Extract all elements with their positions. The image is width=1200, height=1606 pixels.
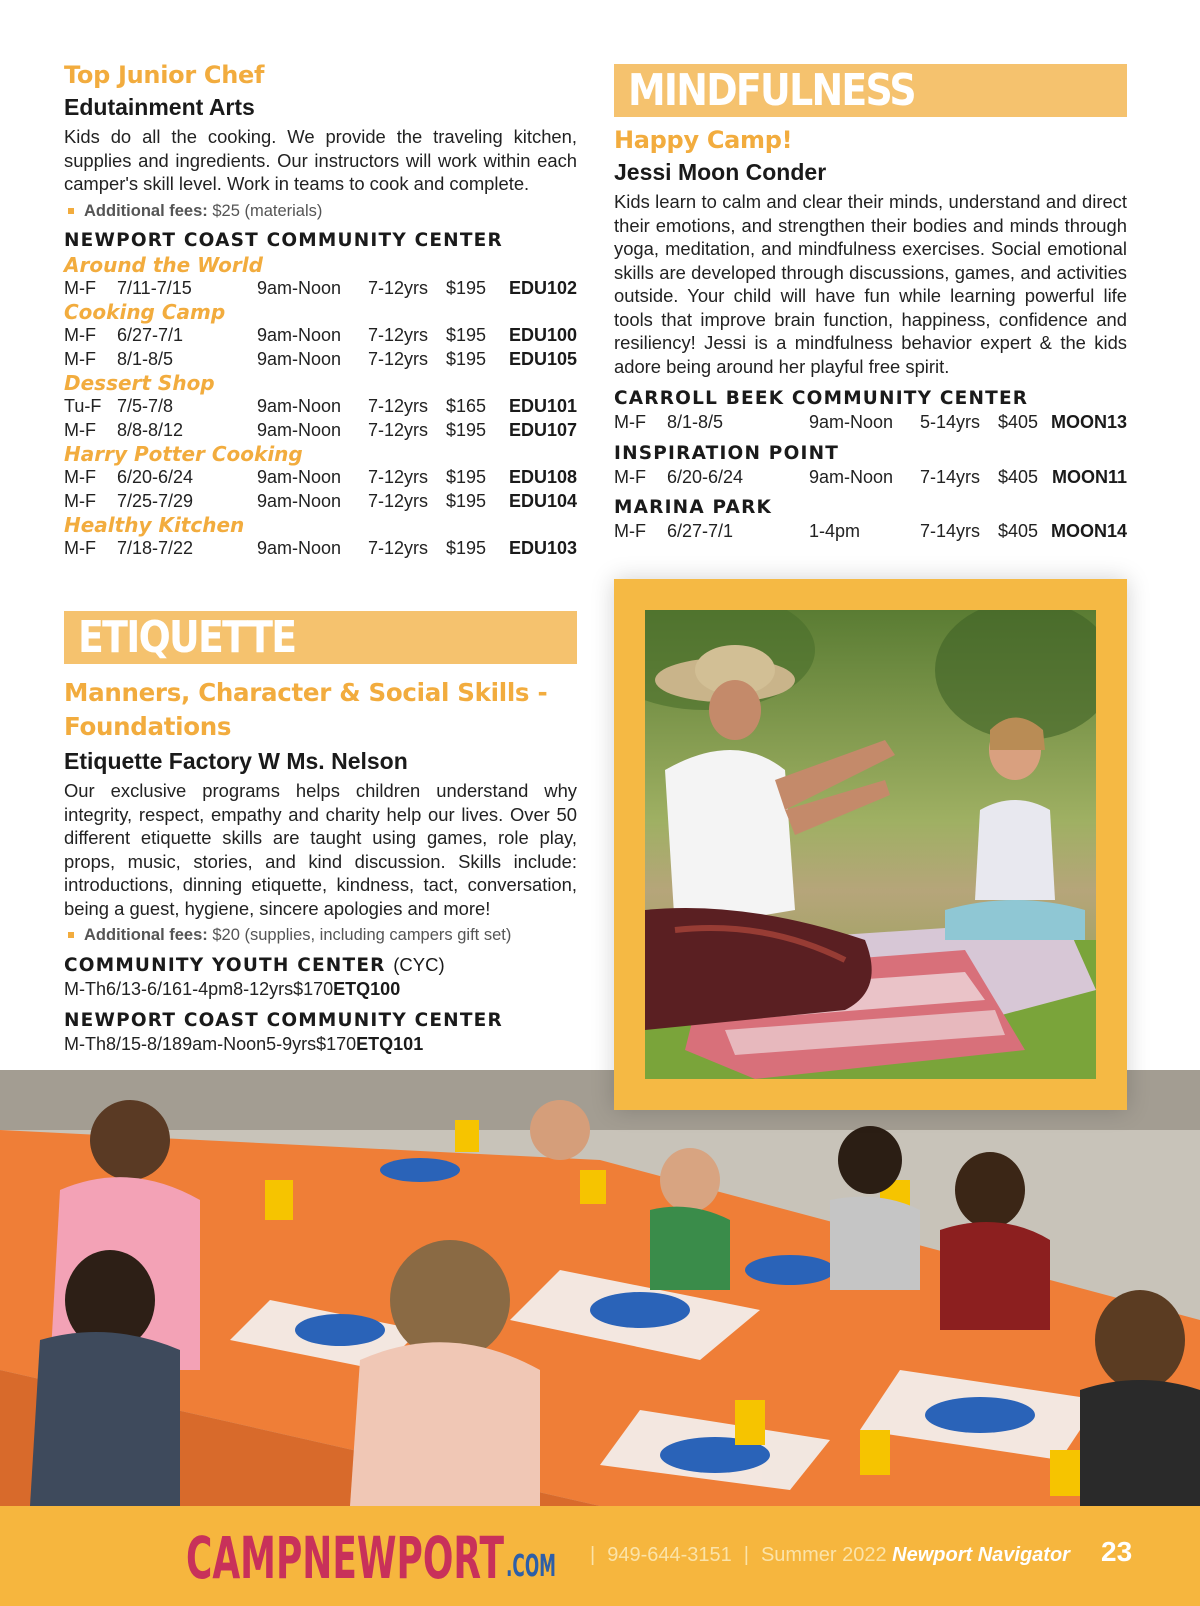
schedule-code: MOON14 [1050, 521, 1127, 541]
schedule-time: 9am-Noon [182, 1033, 267, 1054]
schedule-price: $170 [293, 979, 334, 999]
schedule-code: EDU107 [508, 419, 577, 440]
schedule-time: 9am-Noon [257, 348, 342, 369]
schedule-code: EDU102 [508, 277, 577, 298]
venue-name: CARROLL BEEK COMMUNITY CENTER [614, 388, 1029, 409]
schedule-price: $165 [446, 396, 487, 416]
schedule-code: EDU101 [508, 396, 577, 416]
schedule-row [64, 537, 577, 561]
schedule-price: $195 [446, 538, 487, 558]
schedule-price: $170 [316, 1033, 357, 1054]
venue-note: (CYC) [393, 954, 445, 975]
course-title: Top Junior Chef [64, 61, 265, 89]
schedule-code: EDU104 [508, 490, 577, 511]
schedule-dates: 6/13-6/16 [106, 979, 183, 999]
schedule-price: $195 [446, 348, 487, 369]
schedule-row [614, 520, 1127, 544]
bullet-icon [68, 208, 74, 214]
schedule-code: MOON13 [1050, 412, 1127, 432]
schedule-venues [64, 952, 577, 1056]
class-name: Around the World [64, 252, 263, 277]
schedule-ages: 7-12yrs [368, 396, 429, 416]
course-description: Kids learn to calm and clear their minds, understand and direct their emotions, and strengthen their bodies and minds through yoga, meditation, and mindfulness exercises. Social emotional skills are developed through discussions, games, and activities outside. Your child will have fun while learning powerful life tools that improve brain function, happiness, confidence and resiliency! Jessi is a mindfulness behavior expert & the kids adore being around her playful free spirit. [614, 191, 1127, 377]
logo-main-text: CAMPNEWPORT [186, 1526, 505, 1586]
section-banner [614, 64, 1127, 117]
venue-name [64, 1008, 577, 1033]
schedule-dates: 7/25-7/29 [117, 490, 194, 511]
section-banner-label: ETIQUETTE [78, 612, 296, 663]
fee-value: $20 (supplies, including campers gift set) [212, 926, 512, 944]
schedule-code: EDU105 [508, 348, 577, 369]
schedule-days: M-F [614, 466, 646, 487]
schedule-row [64, 419, 577, 443]
footer-info [578, 1544, 1070, 1567]
schedule-row [64, 277, 577, 301]
schedule-dates: 8/15-8/18 [106, 1033, 183, 1054]
schedule-row [64, 324, 577, 348]
venue-label: COMMUNITY YOUTH CENTER [64, 955, 386, 976]
venue-name [64, 952, 577, 978]
schedule-days: M-F [64, 419, 96, 440]
schedule-groups [64, 253, 577, 561]
schedule-price: $195 [446, 325, 487, 345]
provider-name: Edutainment Arts [64, 94, 255, 120]
footer-publication: Newport Navigator [892, 1544, 1070, 1566]
schedule-ages: 7-12yrs [368, 325, 429, 345]
photo-frame [614, 579, 1127, 1110]
schedule-time: 9am-Noon [257, 277, 342, 298]
schedule-time: 9am-Noon [809, 466, 894, 487]
schedule-time: 9am-Noon [257, 396, 342, 416]
schedule-days: M-F [64, 325, 96, 345]
provider-name: Etiquette Factory W Ms. Nelson [64, 748, 408, 774]
schedule-code: EDU103 [508, 538, 577, 558]
schedule-code: EDU108 [508, 467, 577, 487]
schedule-time: 9am-Noon [809, 412, 894, 432]
schedule-dates: 6/20-6/24 [667, 466, 744, 487]
divider: | [590, 1544, 596, 1566]
section-banner-label: MINDFULNESS [628, 65, 915, 116]
schedule-row [64, 348, 577, 372]
schedule-dates: 7/5-7/8 [117, 396, 174, 416]
section-banner [64, 611, 577, 664]
schedule-code: EDU100 [508, 325, 577, 345]
schedule-dates: 8/8-8/12 [117, 419, 184, 440]
fee-label: Additional fees: [84, 201, 208, 220]
schedule-ages: 8-12yrs [233, 979, 294, 999]
dining-class-illustration [0, 1070, 1200, 1506]
yoga-photo [645, 610, 1096, 1079]
schedule-price: $405 [998, 466, 1039, 487]
schedule-row [64, 978, 577, 1002]
fee-value: $25 (materials) [212, 201, 323, 220]
venue-label: NEWPORT COAST COMMUNITY CENTER [64, 1009, 503, 1031]
schedule-days: M-Th [64, 1033, 106, 1054]
schedule-days: M-Th [64, 979, 106, 999]
divider: | [743, 1544, 749, 1566]
yoga-photo-illustration [645, 610, 1096, 1079]
schedule-code: MOON11 [1051, 466, 1127, 487]
schedule-price: $195 [446, 490, 487, 511]
course-description: Kids do all the cooking. We provide the traveling kitchen, supplies and ingredients. Our instructors will work within each camper's skill level. Work in teams to cook and complete. [64, 126, 577, 194]
schedule-price: $405 [998, 521, 1039, 541]
venue-name: INSPIRATION POINT [614, 442, 840, 464]
schedule-dates: 7/11-7/15 [117, 277, 192, 298]
footer-phone: 949-644-3151 [607, 1544, 732, 1566]
venue-name: MARINA PARK [614, 497, 773, 518]
schedule-days: M-F [614, 521, 646, 541]
schedule-time: 9am-Noon [257, 538, 342, 558]
schedule-row [614, 466, 1127, 490]
page-number: 23 [1101, 1536, 1133, 1567]
schedule-days: M-F [64, 490, 96, 511]
provider-name: Jessi Moon Conder [614, 159, 827, 185]
schedule-ages: 7-12yrs [368, 490, 429, 511]
schedule-time: 9am-Noon [257, 325, 342, 345]
schedule-row [64, 1033, 577, 1057]
course-title: Happy Camp! [614, 126, 793, 154]
etiquette-section [64, 611, 577, 1056]
schedule-dates: 8/1-8/5 [667, 412, 724, 432]
logo-suffix-text: .COM [506, 1549, 556, 1584]
schedule-price: $195 [446, 419, 487, 440]
schedule-price: $405 [998, 412, 1039, 432]
schedule-days: Tu-F [64, 396, 102, 416]
schedule-ages: 7-12yrs [368, 467, 429, 487]
schedule-ages: 7-12yrs [368, 538, 429, 558]
footer-edition: Summer 2022 [760, 1544, 887, 1566]
schedule-days: M-F [64, 538, 96, 558]
schedule-time: 9am-Noon [257, 467, 342, 487]
campnewport-logo[interactable] [186, 1526, 566, 1586]
schedule-ages: 7-12yrs [368, 348, 429, 369]
schedule-dates: 6/20-6/24 [117, 467, 194, 487]
schedule-row [64, 466, 577, 490]
additional-fees [84, 924, 577, 946]
page-footer [0, 1506, 1200, 1606]
schedule-dates: 6/27-7/1 [667, 521, 734, 541]
schedule-days: M-F [64, 467, 96, 487]
class-name: Cooking Camp [64, 300, 226, 324]
schedule-dates: 6/27-7/1 [117, 325, 184, 345]
schedule-row [64, 395, 577, 419]
schedule-time: 1-4pm [182, 979, 234, 999]
schedule-days: M-F [64, 348, 96, 369]
class-name: Dessert Shop [64, 371, 215, 395]
class-name: Harry Potter Cooking [64, 442, 303, 466]
schedule-time: 9am-Noon [257, 419, 342, 440]
additional-fees [84, 200, 577, 222]
schedule-dates: 8/1-8/5 [117, 348, 174, 369]
venue-name: NEWPORT COAST COMMUNITY CENTER [64, 229, 503, 251]
schedule-row [64, 490, 577, 514]
schedule-code: ETQ101 [356, 1033, 424, 1054]
schedule-ages: 7-14yrs [920, 466, 981, 487]
fee-label: Additional fees: [84, 926, 208, 944]
schedule-dates: 7/18-7/22 [117, 538, 194, 558]
schedule-ages: 5-14yrs [920, 412, 981, 432]
course-title: Manners, Character & Social Skills - Foundations [64, 678, 548, 741]
schedule-time: 9am-Noon [257, 490, 342, 511]
bullet-icon [68, 932, 74, 938]
schedule-days: M-F [64, 277, 96, 298]
chef-section [64, 60, 577, 561]
schedule-ages: 7-12yrs [368, 419, 429, 440]
schedule-venues [614, 386, 1127, 544]
schedule-row [614, 411, 1127, 435]
schedule-time: 1-4pm [809, 521, 861, 541]
schedule-ages: 7-14yrs [920, 521, 981, 541]
mindfulness-section [614, 64, 1127, 544]
schedule-days: M-F [614, 412, 646, 432]
schedule-price: $195 [446, 277, 487, 298]
schedule-price: $195 [446, 467, 487, 487]
dining-class-photo [0, 1070, 1200, 1506]
schedule-code: ETQ100 [333, 979, 401, 999]
course-description: Our exclusive programs helps children understand why integrity, respect, empathy and charity help our lives. Over 50 different etiquette skills are taught using games, role play, props, music, stories, and kind discussion. Skills include: introductions, dinning etiquette, kindness, tact, conversation, being a guest, hygiene, sincere apologies and more! [64, 780, 577, 919]
class-name: Healthy Kitchen [64, 513, 245, 537]
schedule-ages: 5-9yrs [266, 1033, 317, 1054]
schedule-ages: 7-12yrs [368, 277, 429, 298]
